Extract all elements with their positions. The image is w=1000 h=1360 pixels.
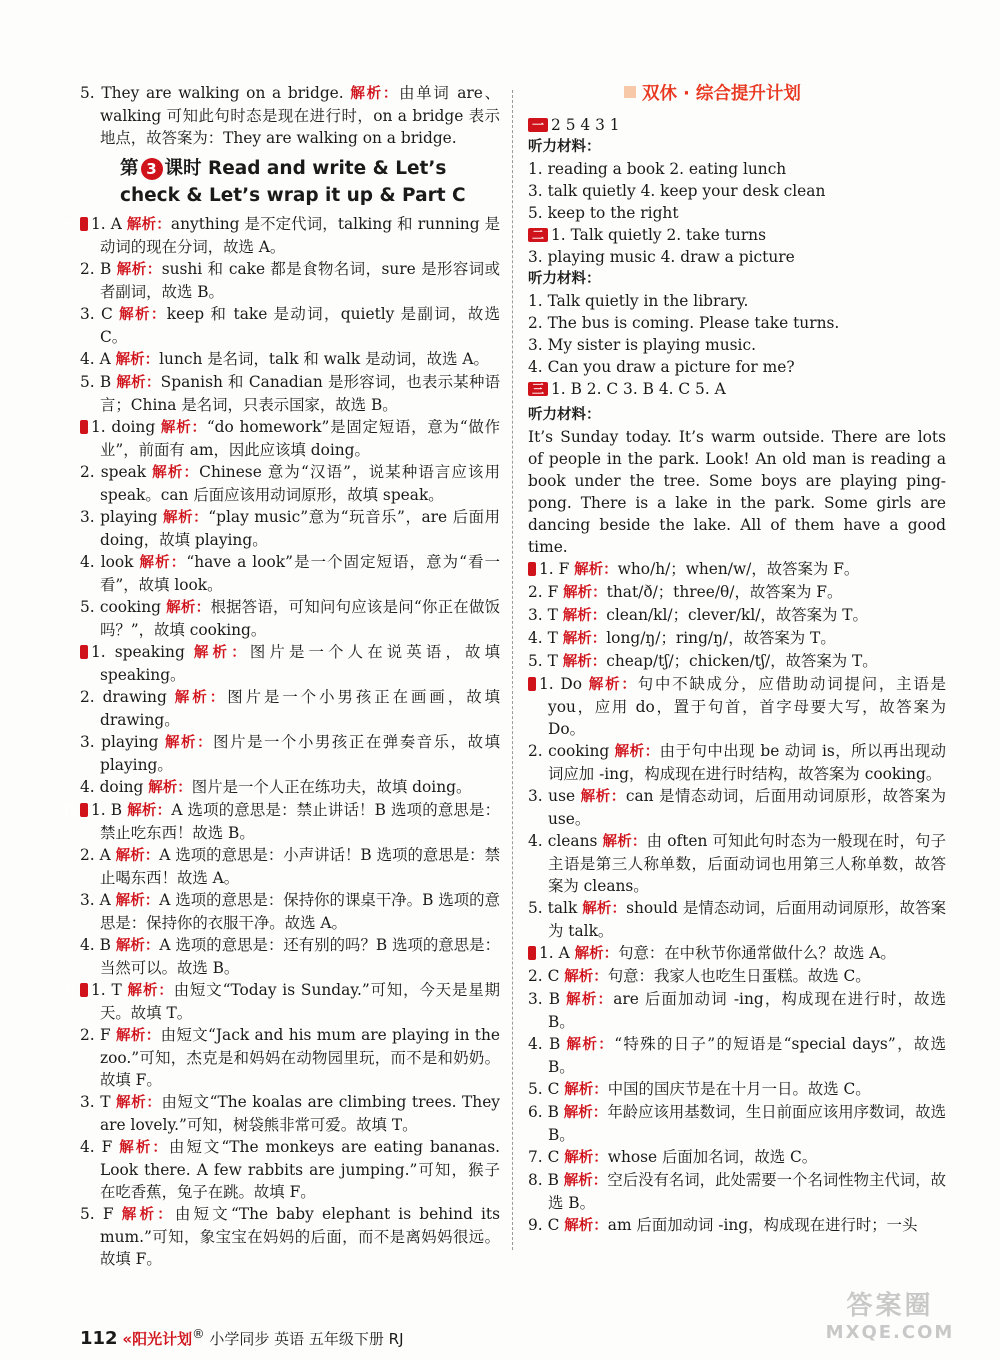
s2-answer-text: 1. Talk quietly 2. take turns <box>551 226 766 244</box>
answer-number: 5. talk <box>528 899 578 917</box>
s3-answers <box>528 378 946 400</box>
analysis-text: A 选项的意思是：保持你的课桌干净。B 选项的意思是：保持你的衣服干净。故选 A。 <box>100 891 500 932</box>
analysis-label: 解析： <box>139 555 187 571</box>
analysis-label: 解析： <box>115 352 160 368</box>
analysis-text: Spanish 和 Canadian 是形容词，也表示某种语言；China 是名词，只表示国家，故选 B。 <box>100 373 501 414</box>
answer-number: 5. F <box>80 1205 114 1223</box>
answer-item <box>512 558 946 581</box>
answer-number: 4. T <box>528 629 558 647</box>
analysis-text: 由短文“The monkeys are eating bananas. Look there. A few rabbits are jumping.”可知，猴子在吃香蕉，兔子在跳。故填 F。 <box>100 1138 500 1201</box>
analysis-label: 解析： <box>116 1095 162 1111</box>
analysis-label: 解析： <box>119 1140 170 1156</box>
answer-item <box>80 506 500 551</box>
s1-material <box>528 158 946 224</box>
analysis-label: 解析： <box>350 86 400 102</box>
answer-item <box>80 551 500 596</box>
lesson-title: 课时 Read and write & Let’s check & Let’s wrap it up & Part C <box>120 158 466 206</box>
analysis-text: 图片是一个人在说英语，故填 speaking。 <box>100 643 500 684</box>
answer-number: 4. B <box>80 936 111 954</box>
material-line: 2. The bus is coming. Please take turns. <box>528 314 840 332</box>
analysis-label: 解析： <box>166 600 211 616</box>
section-marker: 五 <box>80 983 88 997</box>
analysis-text: 由单词 are、walking 可知此句时态是现在进行时，on a bridge 表示地点，故答案为：They are walking on a bridge. <box>100 84 500 147</box>
analysis-text: 由短文“Today is Sunday.”可知，今天是星期天。故填 T。 <box>100 981 501 1022</box>
analysis-label: 解析： <box>564 1150 608 1166</box>
left-column <box>64 82 501 1270</box>
answer-number: 5. C <box>528 1080 560 1098</box>
section-marker: 三 <box>528 382 548 396</box>
s3-text: 1. B 2. C 3. B 4. C 5. A <box>551 380 726 398</box>
section-marker: 四 <box>80 803 88 817</box>
answer-item <box>528 1146 946 1169</box>
analysis-text: A 选项的意思是：还有别的吗？B 选项的意思是：当然可以。故选 B。 <box>100 936 500 977</box>
answer-item <box>64 213 500 258</box>
answer-number: 4. B <box>528 1035 561 1053</box>
analysis-label: 解析： <box>115 848 160 864</box>
analysis-label: 解析： <box>116 262 162 278</box>
column-divider <box>512 90 513 1250</box>
analysis-label: 解析： <box>152 465 200 481</box>
answer-number: 2. A <box>80 846 111 864</box>
answer-number: 2. F <box>80 1026 111 1044</box>
answer-number: 1. B <box>91 801 123 819</box>
answer-item <box>80 844 500 889</box>
analysis-label: 解析： <box>582 901 627 917</box>
answer-item <box>80 1024 500 1091</box>
analysis-label: 解析： <box>574 562 618 578</box>
answer-number: 1. F <box>539 560 570 578</box>
analysis-label: 解析： <box>121 1207 175 1223</box>
answer-number: 3. playing <box>80 508 158 526</box>
chevron-left-icon: « <box>122 1330 133 1348</box>
section-title-text: 双休 · 综合提升计划 <box>642 84 801 104</box>
analysis-label: 解析： <box>562 608 607 624</box>
analysis-label: 解析： <box>116 375 161 391</box>
listening-label: 听力材料： <box>528 271 601 287</box>
answer-number: 3. T <box>528 606 558 624</box>
analysis-text: cheap/tʃ/；chicken/tʃ/，故答案为 T。 <box>606 652 878 670</box>
analysis-label: 解析： <box>562 654 607 670</box>
analysis-label: 解析： <box>564 969 608 985</box>
analysis-label: 解析： <box>148 780 192 796</box>
answer-number: 2. C <box>528 967 560 985</box>
right-column <box>512 82 947 1237</box>
answer-item <box>528 1169 946 1214</box>
page-number: 112 <box>80 1328 118 1349</box>
answer-item <box>528 988 946 1033</box>
s1-answers <box>528 114 946 136</box>
analysis-text: “特殊的日子”的短语是“special days”，故选 B。 <box>548 1035 946 1076</box>
answer-item <box>528 581 946 604</box>
answer-number: 5. cooking <box>80 598 161 616</box>
answer-number: 5. B <box>80 373 112 391</box>
analysis-label: 解析： <box>566 992 614 1008</box>
answer-number: 3. use <box>528 787 576 805</box>
answer-item <box>528 830 946 897</box>
answer-number: 4. doing <box>80 778 144 796</box>
answer-number: 9. C <box>528 1216 560 1234</box>
answer-number: 1. T <box>91 981 122 999</box>
answer-number: 5. They are walking on a bridge. <box>80 84 344 102</box>
answer-number: 1. A <box>91 215 122 233</box>
analysis-text: am 后面加动词 -ing，构成现在进行时；一头 <box>607 1216 918 1234</box>
analysis-label: 解析： <box>119 307 167 323</box>
analysis-label: 解析： <box>126 217 171 233</box>
s2-answers <box>528 224 946 268</box>
analysis-label: 解析： <box>160 420 207 436</box>
analysis-label: 解析： <box>127 983 174 999</box>
lesson-number-badge: 3 <box>141 158 163 180</box>
listening-label: 听力材料： <box>528 407 601 423</box>
answer-item <box>80 776 500 799</box>
analysis-label: 解析： <box>115 1028 161 1044</box>
section-marker: 一 <box>80 217 88 231</box>
answer-number: 1. A <box>539 944 570 962</box>
answer-item <box>528 785 946 830</box>
analysis-text: 图片是一个人正在练功夫，故填 doing。 <box>191 778 472 796</box>
analysis-label: 解析： <box>566 1037 615 1053</box>
listening-label: 听力材料： <box>528 139 601 155</box>
section-marker: 六 <box>528 946 536 960</box>
analysis-text: 图片是一个小男孩正在画画，故填 drawing。 <box>100 688 500 729</box>
s1-sequence: 2 5 4 3 1 <box>551 116 620 134</box>
answer-item <box>80 731 500 776</box>
answer-number: 3. playing <box>80 733 159 751</box>
brand-name: 阳光计划 <box>132 1330 193 1348</box>
answer-item <box>80 1091 500 1136</box>
answer-item <box>80 889 500 934</box>
analysis-label: 解析： <box>563 1105 608 1121</box>
analysis-text: 由短文“The koalas are climbing trees. They are lovely.”可知，树袋熊非常可爱。故填 T。 <box>100 1093 501 1134</box>
answer-item <box>528 897 946 942</box>
answer-item <box>64 416 500 461</box>
watermark-line1: 答案圈 <box>846 1291 934 1321</box>
answer-item <box>528 965 946 988</box>
analysis-text: “have a look”是一个固定短语，意为“看一看”，故填 look。 <box>100 553 501 594</box>
analysis-text: A 选项的意思是：禁止讲话！B 选项的意思是：禁止吃东西！故选 B。 <box>100 801 500 842</box>
answer-item <box>80 1136 500 1203</box>
answer-item <box>512 942 946 965</box>
left-answer-list <box>64 213 501 1270</box>
analysis-label: 解析： <box>564 1082 608 1098</box>
answer-item <box>528 1078 946 1101</box>
answer-number: 3. C <box>80 305 113 323</box>
analysis-text: 句中不缺成分，应借助动词提问，主语是 you，应用 do，置于句首，首字母要大写，故答案为 Do。 <box>548 675 946 738</box>
analysis-label: 解析： <box>163 510 209 526</box>
material-line: 1. Talk quietly in the library. <box>528 292 749 310</box>
analysis-label: 解析： <box>564 1218 608 1234</box>
analysis-text: that/ð/；three/θ/，故答案为 F。 <box>606 583 843 601</box>
analysis-text: anything 是不定代词，talking 和 running 是动词的现在分词，故选 A。 <box>100 215 500 256</box>
section-marker: 二 <box>80 420 88 434</box>
analysis-text: A 选项的意思是：小声讲话！B 选项的意思是：禁止喝东西！故选 A。 <box>100 846 500 887</box>
answer-item <box>80 461 500 506</box>
answer-item <box>528 740 946 785</box>
answer-item <box>80 258 500 303</box>
material-line: 5. keep to the right <box>528 204 679 222</box>
answer-item <box>64 641 500 686</box>
analysis-text: should 是情态动词，后面用动词原形，故答案为 talk。 <box>548 899 947 940</box>
analysis-label: 解析： <box>115 893 160 909</box>
material-line: 3. My sister is playing music. <box>528 336 756 354</box>
analysis-text: 年龄应该用基数词，生日前面应该用序数词，故选 B。 <box>548 1103 946 1144</box>
answer-item <box>528 627 946 650</box>
answer-number: 2. speak <box>80 463 147 481</box>
analysis-text: 由短文“Jack and his mum are playing in the zoo.”可知，杰克是和妈妈在动物园里玩，而不是和奶奶。故填 F。 <box>100 1026 500 1089</box>
answer-number: 1. Do <box>539 675 583 693</box>
analysis-label: 解析： <box>580 789 626 805</box>
section-marker: 三 <box>80 645 88 659</box>
answer-number: 2. B <box>80 260 112 278</box>
left-intro <box>80 82 500 149</box>
answer-item <box>528 1101 946 1146</box>
answer-item <box>528 604 946 627</box>
right-answer-list <box>512 558 947 1237</box>
section-marker: 五 <box>528 677 536 691</box>
answer-item <box>80 934 500 979</box>
analysis-text: Chinese 意为“汉语”，说某种语言应该用 speak。can 后面应该用动词原形，故填 speak。 <box>100 463 500 504</box>
analysis-text: who/h/；when/w/，故答案为 F。 <box>617 560 860 578</box>
analysis-label: 解析： <box>127 803 172 819</box>
analysis-label: 解析： <box>174 690 228 706</box>
analysis-text: 由短文“The baby elephant is behind its mum.”可知，象宝宝在妈妈的后面，而不是离妈妈很远。故填 F。 <box>100 1205 500 1268</box>
analysis-text: long/ŋ/；ring/ŋ/，故答案为 T。 <box>606 629 836 647</box>
answer-item <box>80 303 500 348</box>
s2-answer-line <box>528 246 946 268</box>
answer-item <box>64 799 500 844</box>
analysis-label: 解析： <box>193 645 250 661</box>
answer-number: 3. T <box>80 1093 111 1111</box>
watermark <box>810 1290 970 1352</box>
analysis-label: 解析： <box>562 631 607 647</box>
analysis-text: “play music”意为“玩音乐”，are 后面用 doing，故填 playing。 <box>100 508 500 549</box>
answer-number: 2. drawing <box>80 688 167 706</box>
analysis-text: keep 和 take 是动词，quietly 是副词，故选 C。 <box>100 305 501 346</box>
analysis-text: 中国的国庆节是在十月一日。故选 C。 <box>607 1080 871 1098</box>
answer-item <box>80 371 500 416</box>
analysis-text: 根据答语，可知问句应该是问“你正在做饭吗？”，故填 cooking。 <box>100 598 500 639</box>
answer-number: 7. C <box>528 1148 560 1166</box>
answer-number: 2. cooking <box>528 742 610 760</box>
answer-number: 6. B <box>528 1103 559 1121</box>
answer-number: 4. cleans <box>528 832 598 850</box>
section-marker: 一 <box>528 118 548 132</box>
analysis-text: lunch 是名词，talk 和 walk 是动词，故选 A。 <box>159 350 489 368</box>
analysis-label: 解析： <box>115 938 160 954</box>
analysis-text: sushi 和 cake 都是食物名词，sure 是形容词或者副词，故选 B。 <box>100 260 501 301</box>
material-line: 4. Can you draw a picture for me? <box>528 358 795 376</box>
answer-number: 4. F <box>80 1138 113 1156</box>
analysis-label: 解析： <box>574 946 619 962</box>
answer-number: 1. doing <box>91 418 156 436</box>
watermark-line2: MXQE.COM <box>825 1322 955 1343</box>
lesson-prefix: 第 <box>120 158 139 179</box>
s2-answer-line <box>528 224 946 246</box>
answer-item <box>80 348 500 371</box>
analysis-text: 由于句中出现 be 动词 is，所以再出现动词应加 -ing，构成现在进行时结构，故答案为 cooking。 <box>548 742 947 783</box>
answer-item <box>80 82 500 149</box>
answer-number: 3. B <box>528 990 561 1008</box>
analysis-text: are 后面加动词 -ing，构成现在进行时，故选 B。 <box>548 990 946 1031</box>
analysis-label: 解析： <box>563 1173 608 1189</box>
answer-item <box>64 979 501 1024</box>
answer-item <box>80 1203 500 1270</box>
registered-mark: ® <box>192 1326 205 1341</box>
title-square-icon <box>624 86 636 98</box>
analysis-text: 句意：在中秋节你通常做什么？故选 A。 <box>618 944 896 962</box>
analysis-text: 空后没有名词，此处需要一个名词性物主代词，故选 B。 <box>548 1171 946 1212</box>
analysis-label: 解析： <box>602 834 647 850</box>
answer-number: 2. F <box>528 583 559 601</box>
analysis-label: 解析： <box>164 735 214 751</box>
s2-material <box>528 290 946 378</box>
section-title <box>624 82 946 106</box>
s2-answer-text: 3. playing music 4. draw a picture <box>528 248 795 266</box>
material-line: 3. talk quietly 4. keep your desk clean <box>528 182 826 200</box>
answer-number: 5. T <box>528 652 558 670</box>
analysis-text: 由 often 可知此句时态为一般现在时，句子主语是第三人称单数，后面动词也用第三人称单数，故答案为 cleans。 <box>548 832 947 895</box>
analysis-text: 句意：我家人也吃生日蛋糕。故选 C。 <box>607 967 871 985</box>
answer-item <box>512 673 946 740</box>
section-marker: 二 <box>528 228 548 242</box>
answer-item <box>80 596 500 641</box>
answer-item <box>80 686 500 731</box>
analysis-text: 图片是一个小男孩正在弹奏音乐，故填 playing。 <box>100 733 500 774</box>
answer-number: 8. B <box>528 1171 559 1189</box>
page-footer <box>80 1326 404 1349</box>
analysis-label: 解析： <box>614 744 660 760</box>
analysis-text: whose 后面加名词，故选 C。 <box>607 1148 818 1166</box>
analysis-label: 解析： <box>563 585 607 601</box>
answer-number: 1. speaking <box>91 643 185 661</box>
material-line: 1. reading a book 2. eating lunch <box>528 160 787 178</box>
analysis-label: 解析： <box>588 677 638 693</box>
answer-item <box>528 1033 946 1078</box>
answer-item <box>528 650 946 673</box>
lesson-heading <box>120 155 500 209</box>
analysis-text: can 是情态动词，后面用动词原形，故答案为 use。 <box>548 787 947 828</box>
answer-number: 4. look <box>80 553 134 571</box>
section-marker: 四 <box>528 562 536 576</box>
s3-material: It’s Sunday today. It’s warm outside. There are lots of people in the park. Look! An old man is reading a book under the tree. Some boys are playing ping-pong. There is a lake in the park. Some girls are dancing beside the lake. All of them have a good time. <box>528 428 946 556</box>
analysis-text: “do homework”是固定短语，意为“做作业”，前面有 am，因此应该填 doing。 <box>100 418 500 459</box>
answer-number: 4. A <box>80 350 111 368</box>
book-title: 小学同步 英语 五年级下册 RJ <box>209 1330 404 1348</box>
answer-number: 3. A <box>80 891 111 909</box>
analysis-text: clean/kl/；clever/kl/，故答案为 T。 <box>606 606 868 624</box>
answer-item <box>528 1214 946 1237</box>
